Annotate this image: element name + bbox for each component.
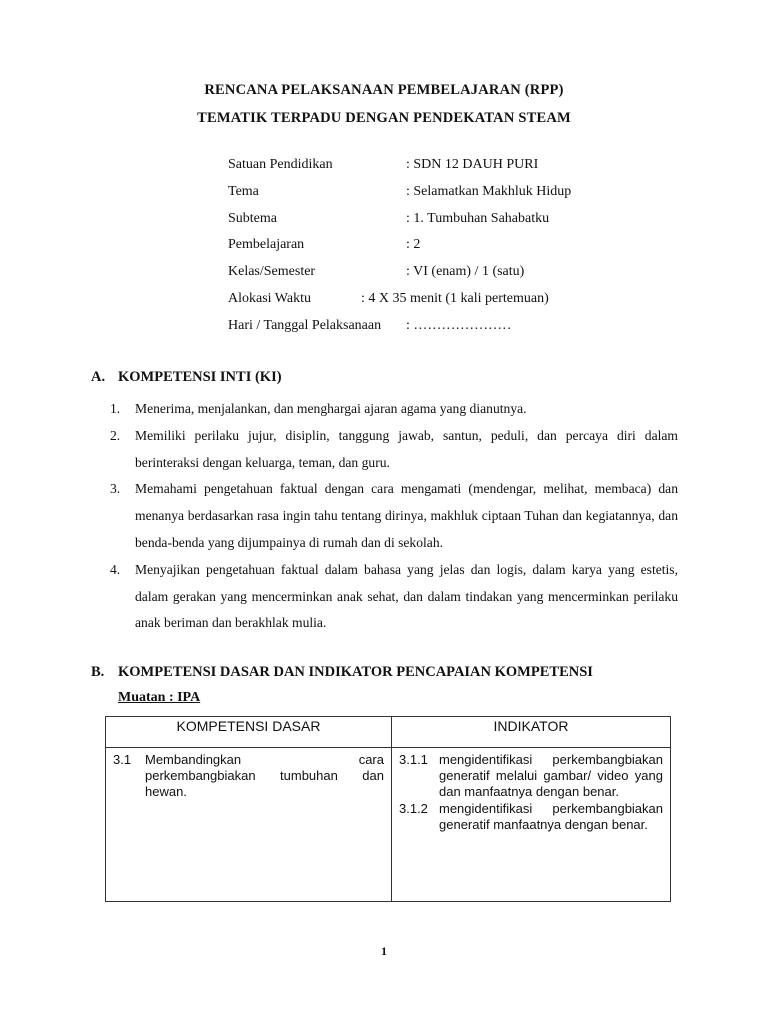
info-value: : ………………… — [406, 317, 512, 333]
section-letter: B. — [91, 664, 105, 680]
indicator-text: mengidentifikasi perkembangbiakan generatif manfaatnya dengan benar. — [439, 801, 663, 832]
document-title: RENCANA PELAKSANAAN PEMBELAJARAN (RPP) — [204, 82, 564, 98]
kd-text: Membandingkan cara perkembangbiakan tumbuhan dan hewan. — [145, 752, 384, 799]
indicator-code: 3.1.2 — [399, 801, 428, 816]
ki-list — [110, 396, 678, 637]
list-item — [110, 423, 678, 477]
indicator-cell — [392, 748, 671, 902]
info-value: : 4 X 35 menit (1 kali pertemuan) — [361, 290, 549, 306]
section-b-heading — [91, 664, 593, 681]
info-value: : 1. Tumbuhan Sahabatku — [406, 210, 550, 226]
header-indikator: INDIKATOR — [392, 717, 671, 748]
info-value: : VI (enam) / 1 (satu) — [406, 264, 525, 280]
list-number: 1. — [110, 401, 121, 416]
info-value: : 2 — [406, 237, 421, 253]
info-label: Alokasi Waktu — [228, 290, 311, 306]
info-label: Kelas/Semester — [228, 264, 316, 280]
kd-cell — [106, 748, 392, 902]
info-label: Tema — [228, 183, 259, 199]
list-item — [110, 557, 678, 637]
page-number: 1 — [381, 944, 387, 958]
list-text: Menyajikan pengetahuan faktual dalam bahasa yang jelas dan logis, dalam karya yang estetis, dalam gerakan yang mencerminkan anak sehat, dan dalam tindakan yang mencerminkan perilaku anak beriman dan berakhlak mulia. — [135, 561, 678, 631]
kd-code: 3.1 — [113, 752, 132, 767]
muatan-label: Muatan : IPA — [118, 690, 201, 705]
list-number: 3. — [110, 481, 121, 497]
list-item — [110, 396, 678, 423]
info-label: Subtema — [228, 210, 277, 226]
list-number: 2. — [110, 427, 121, 443]
table-header-row — [106, 717, 671, 748]
section-a-heading — [91, 369, 282, 386]
section-title: KOMPETENSI INTI (KI) — [118, 369, 282, 385]
header-kompetensi-dasar: KOMPETENSI DASAR — [106, 717, 392, 748]
indicator-item — [399, 801, 663, 833]
table-row — [106, 748, 671, 902]
info-label: Satuan Pendidikan — [228, 157, 333, 172]
indicator-text: mengidentifikasi perkembangbiakan generatif melalui gambar/ video yang dan manfaatnya dengan benar. — [439, 752, 663, 799]
info-label: Hari / Tanggal Pelaksanaan — [228, 317, 382, 333]
section-title: KOMPETENSI DASAR DAN INDIKATOR PENCAPAIAN KOMPETENSI — [118, 664, 593, 680]
indicator-item — [399, 752, 663, 800]
info-label: Pembelajaran — [228, 237, 305, 253]
list-text: Menerima, menjalankan, dan menghargai ajaran agama yang dianutnya. — [135, 401, 527, 416]
list-number: 4. — [110, 561, 121, 577]
section-letter: A. — [91, 369, 106, 385]
list-text: Memiliki perilaku jujur, disiplin, tanggung jawab, santun, peduli, dan percaya diri dalam berinteraksi dengan keluarga, teman, dan guru. — [135, 427, 678, 470]
list-item — [110, 476, 678, 556]
kd-indicator-table — [105, 716, 671, 902]
list-text: Memahami pengetahuan faktual dengan cara mengamati (mendengar, melihat, membaca) dan menanya berdasarkan rasa ingin tahu tentang dirinya, makhluk ciptaan Tuhan dan kegiatannya, dan benda-benda yang dijumpainya di rumah dan di sekolah. — [135, 481, 678, 550]
info-value: : SDN 12 DAUH PURI — [406, 157, 539, 172]
document-subtitle: TEMATIK TERPADU DENGAN PENDEKATAN STEAM — [197, 110, 571, 126]
info-value: : Selamatkan Makhluk Hidup — [406, 183, 572, 199]
indicator-code: 3.1.1 — [399, 752, 428, 767]
